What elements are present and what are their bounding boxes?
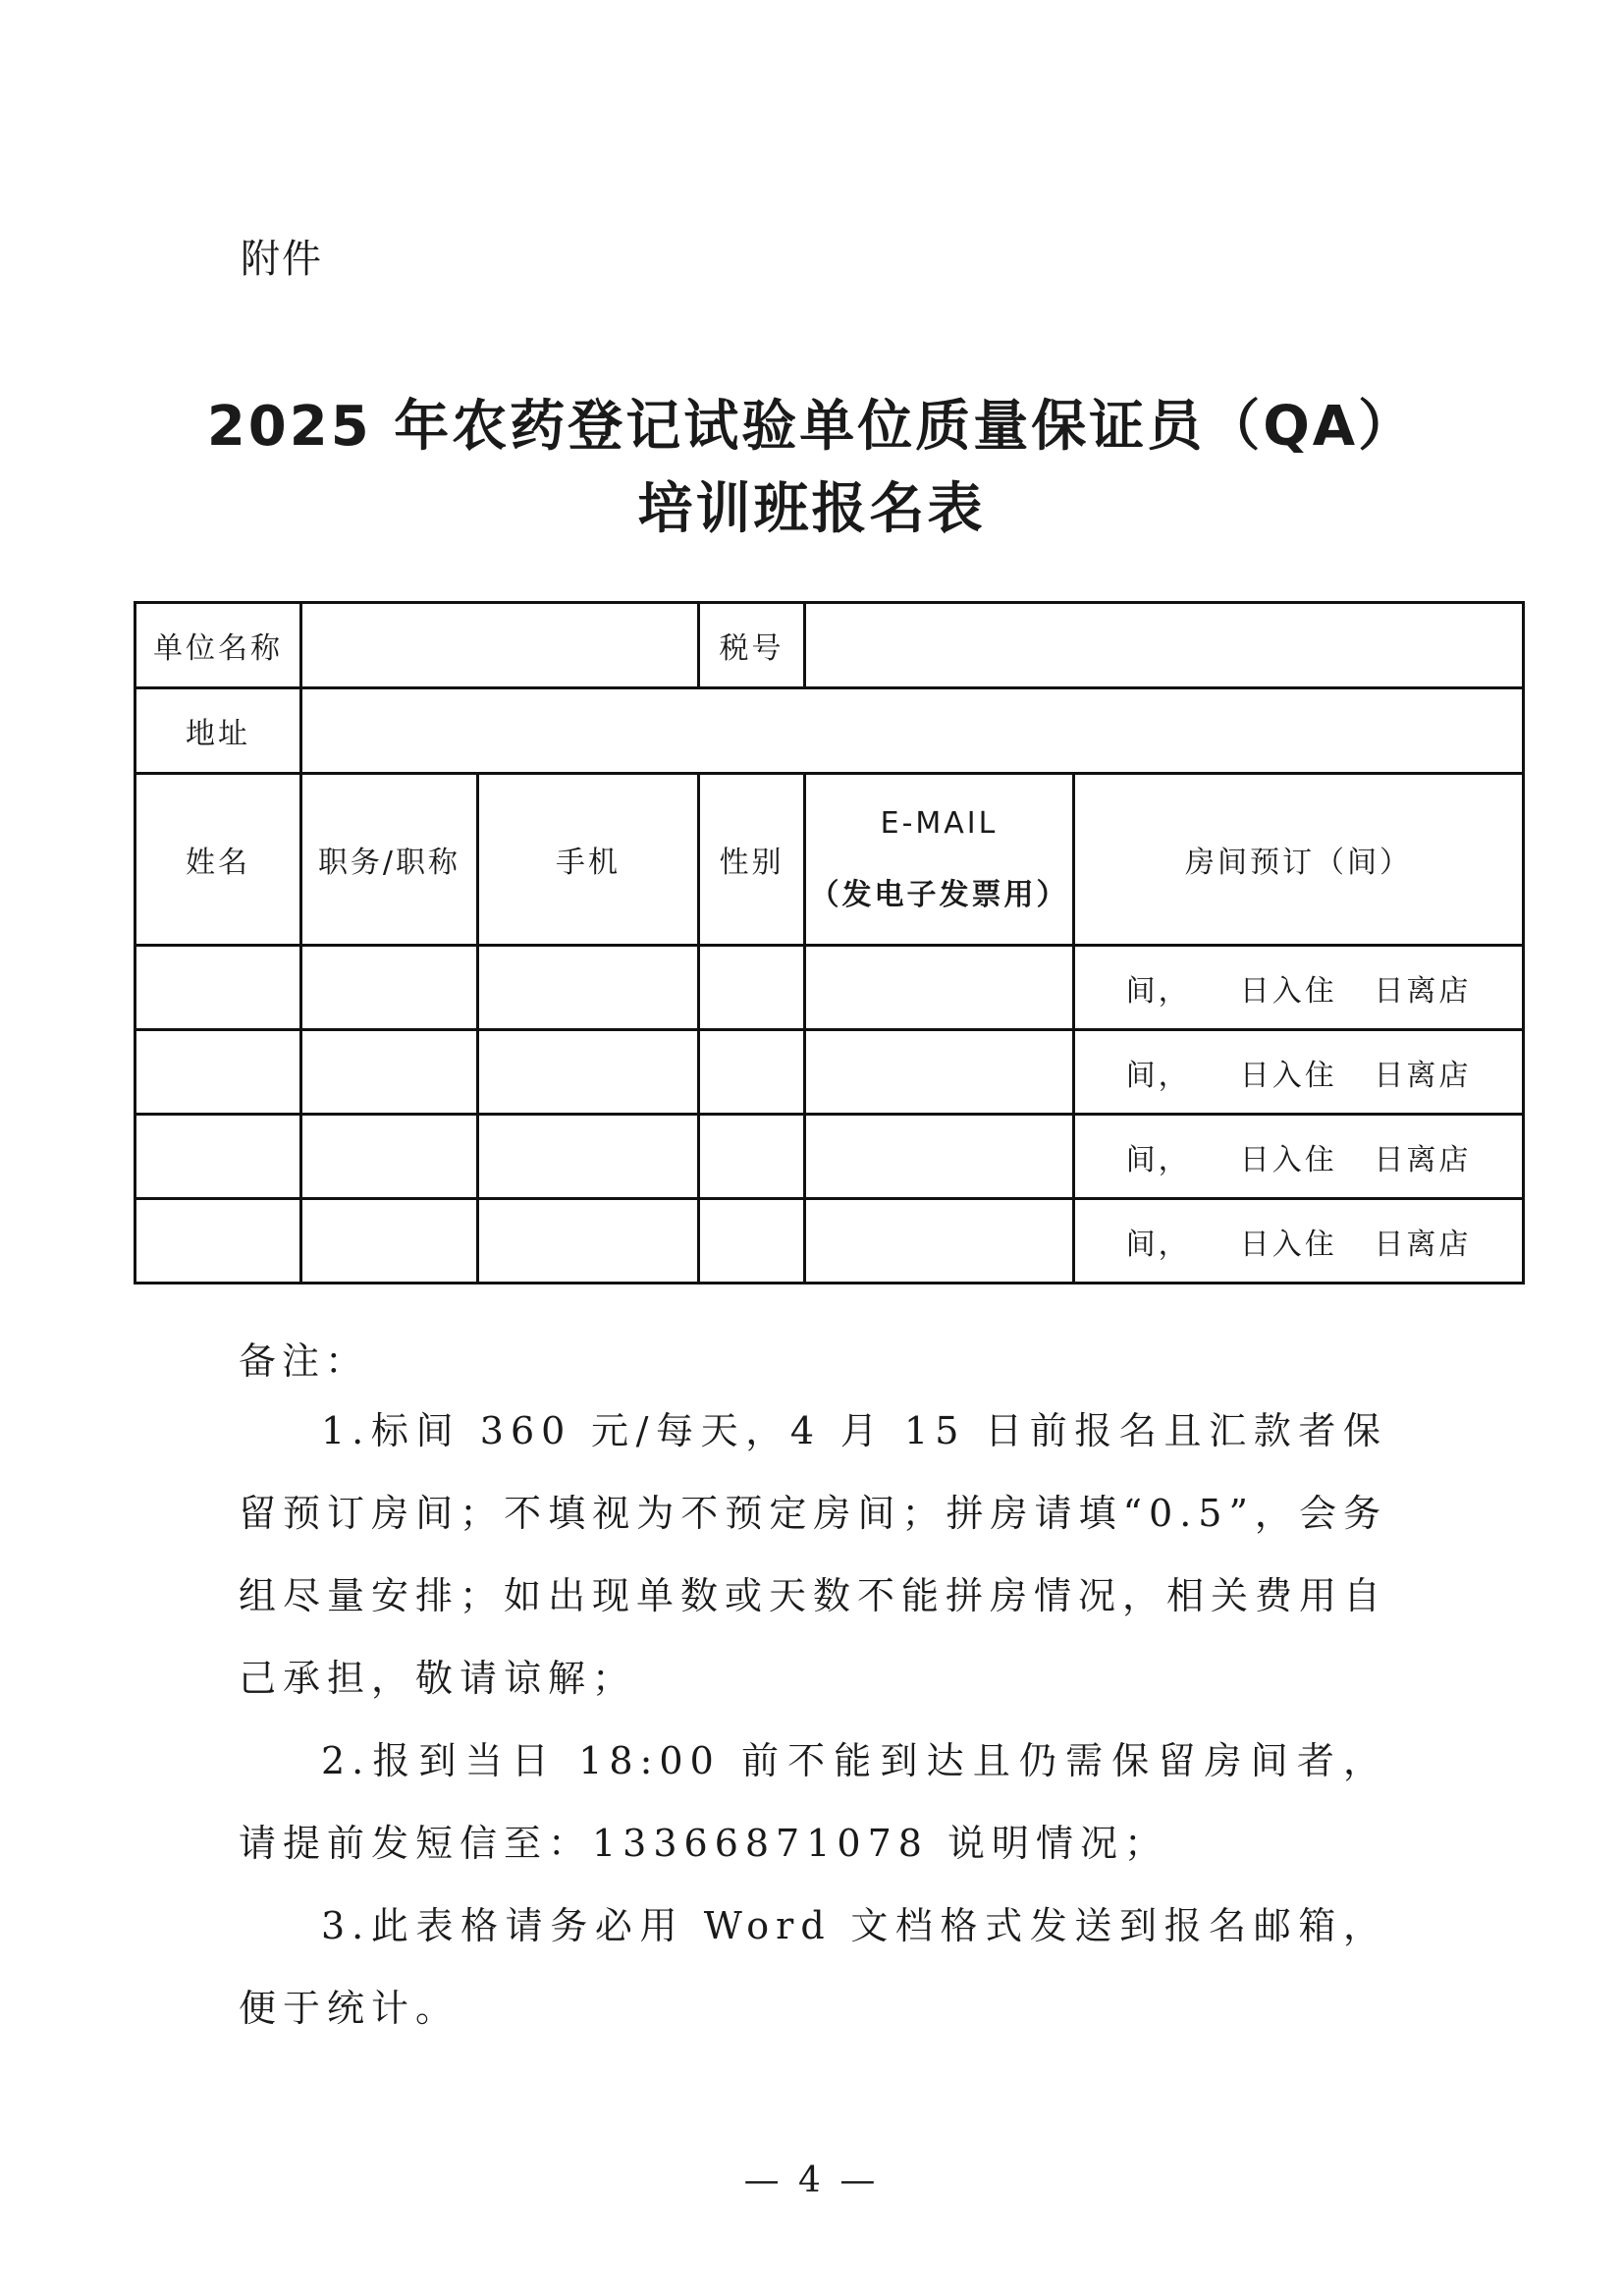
table-row — [135, 1115, 1524, 1199]
form-title-line1: 2025 年农药登记试验单位质量保证员（QA） — [206, 395, 1417, 459]
note-item-3: 3.此表格请务必用 Word 文档格式发送到报名邮箱，便于统计。 — [239, 1904, 1387, 2030]
attachment-label: 附件 — [241, 237, 323, 282]
name-cell[interactable] — [135, 1030, 301, 1115]
room-cell[interactable]: 间， 日入住 日离店 — [1074, 946, 1524, 1030]
email-cell[interactable] — [805, 1199, 1074, 1284]
header-phone: 手机 — [478, 774, 699, 946]
phone-cell[interactable] — [478, 1199, 699, 1284]
table-row — [135, 1199, 1524, 1284]
email-cell[interactable] — [805, 946, 1074, 1030]
header-email-note: （发电子发票用） — [809, 877, 1069, 912]
page-number: — 4 — — [743, 2160, 880, 2201]
header-gender: 性别 — [699, 774, 805, 946]
phone-cell[interactable] — [478, 946, 699, 1030]
name-cell[interactable] — [135, 1199, 301, 1284]
form-title-line2: 培训班报名表 — [637, 477, 986, 541]
address-field[interactable] — [301, 688, 1524, 774]
notes-label: 备注： — [239, 1339, 369, 1383]
tax-id-field[interactable] — [805, 603, 1524, 688]
unit-row — [135, 603, 1524, 688]
header-name: 姓名 — [135, 774, 301, 946]
gender-cell[interactable] — [699, 946, 805, 1030]
room-cell[interactable]: 间， 日入住 日离店 — [1074, 1115, 1524, 1199]
table-row — [135, 1030, 1524, 1115]
header-row — [135, 774, 1524, 946]
header-email-label: E-MAIL — [880, 805, 999, 841]
phone-cell[interactable] — [478, 1115, 699, 1199]
email-cell[interactable] — [805, 1115, 1074, 1199]
room-cell[interactable]: 间， 日入住 日离店 — [1074, 1199, 1524, 1284]
gender-cell[interactable] — [699, 1030, 805, 1115]
unit-name-label: 单位名称 — [135, 603, 301, 688]
gender-cell[interactable] — [699, 1115, 805, 1199]
table-row — [135, 946, 1524, 1030]
phone-cell[interactable] — [478, 1030, 699, 1115]
name-cell[interactable] — [135, 946, 301, 1030]
registration-table — [134, 601, 1525, 1285]
header-room: 房间预订（间） — [1074, 774, 1524, 946]
room-cell[interactable]: 间， 日入住 日离店 — [1074, 1030, 1524, 1115]
address-row — [135, 688, 1524, 774]
address-label: 地址 — [135, 688, 301, 774]
position-cell[interactable] — [301, 946, 478, 1030]
tax-id-label: 税号 — [699, 603, 805, 688]
header-email — [805, 774, 1074, 946]
position-cell[interactable] — [301, 1199, 478, 1284]
header-position: 职务/职称 — [301, 774, 478, 946]
note-item-2: 2.报到当日 18:00 前不能到达且仍需保留房间者，请提前发短信至：13366871078 说明情况； — [239, 1739, 1387, 1865]
note-item-1: 1.标间 360 元/每天，4 月 15 日前报名且汇款者保留预订房间；不填视为不预定房间；拼房请填“0.5”，会务组尽量安排；如出现单数或天数不能拼房情况，相关费用自己承担，敬请谅解； — [239, 1409, 1388, 1700]
gender-cell[interactable] — [699, 1199, 805, 1284]
position-cell[interactable] — [301, 1115, 478, 1199]
position-cell[interactable] — [301, 1030, 478, 1115]
email-cell[interactable] — [805, 1030, 1074, 1115]
unit-name-field[interactable] — [301, 603, 699, 688]
name-cell[interactable] — [135, 1115, 301, 1199]
